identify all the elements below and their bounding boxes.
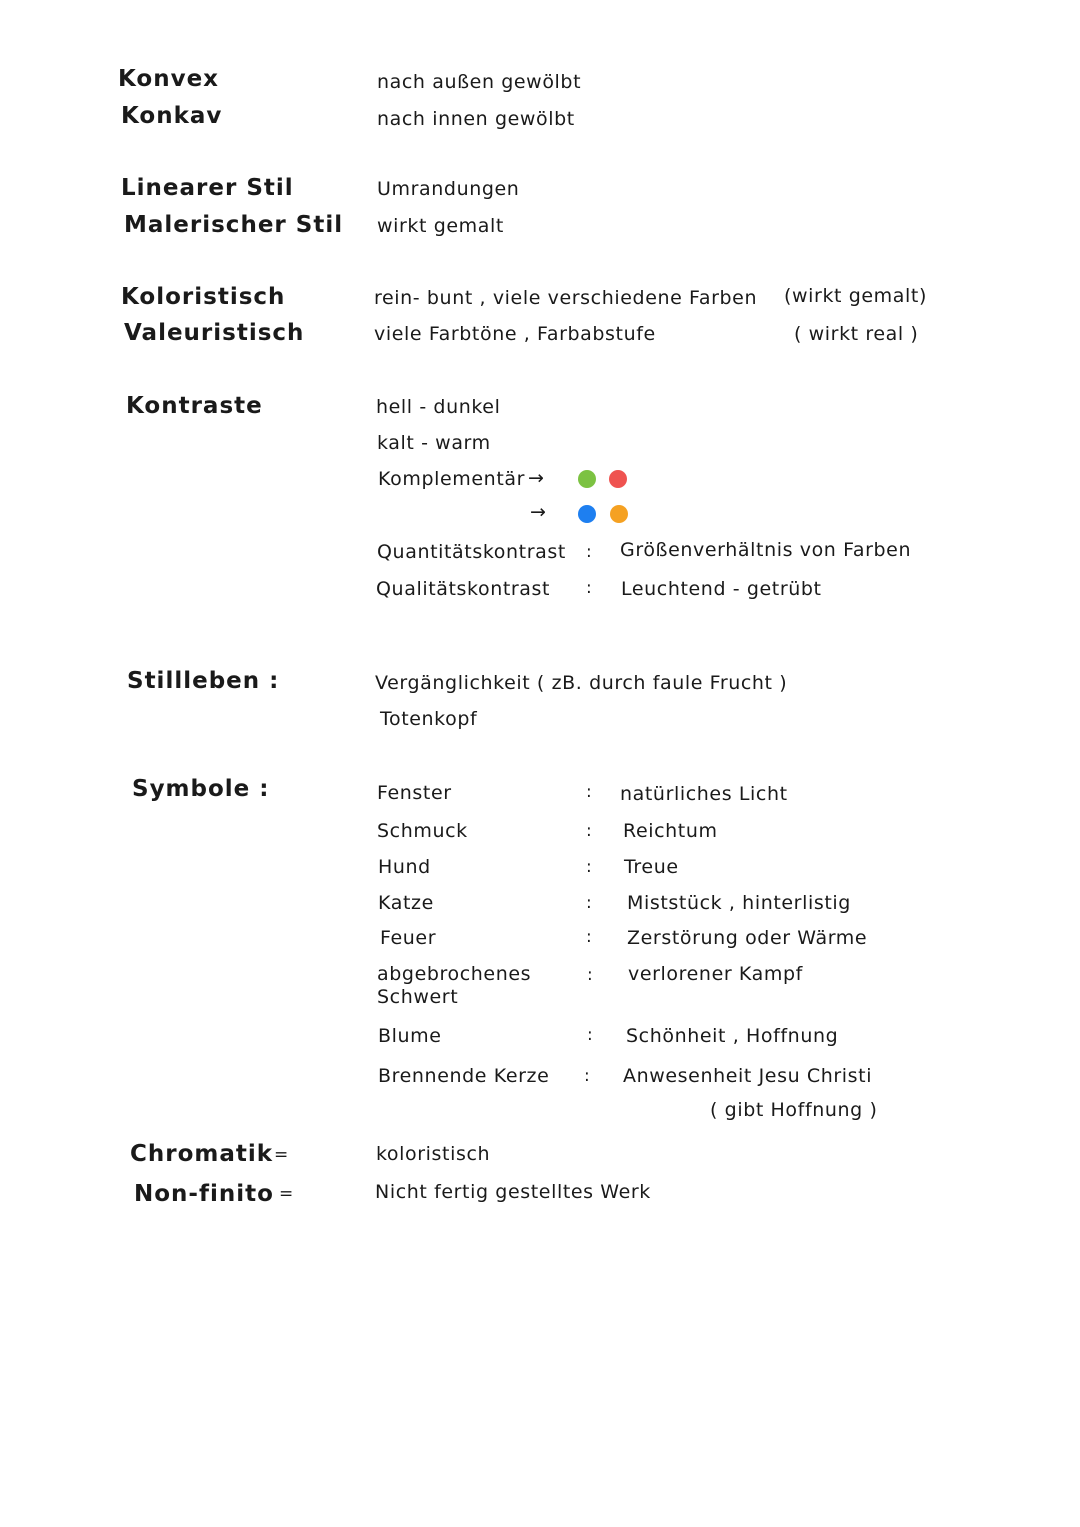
symbol-separator: : xyxy=(586,927,592,947)
symbol-label-blume: Blume xyxy=(378,1025,442,1047)
term-linearer-stil: Linearer Stil xyxy=(121,175,294,201)
def-malerischer-stil: wirkt gemalt xyxy=(377,215,504,237)
symbol-value-katze: Miststück , hinterlistig xyxy=(627,892,851,914)
orange-color-dot xyxy=(610,505,628,523)
note-valeuristisch: ( wirkt real ) xyxy=(794,323,919,345)
symbol-separator: : xyxy=(587,965,593,985)
def-chromatik: koloristisch xyxy=(376,1143,491,1165)
symbol-separator: : xyxy=(586,782,592,802)
symbol-value-blume: Schönheit , Hoffnung xyxy=(626,1025,839,1047)
quantitaetskontrast-value: Größenverhältnis von Farben xyxy=(620,539,912,561)
symbol-label-feuer: Feuer xyxy=(380,927,437,949)
term-chromatik: Chromatik xyxy=(130,1141,274,1167)
symbol-value-feuer: Zerstörung oder Wärme xyxy=(627,927,868,949)
term-non-finito: Non-finito xyxy=(134,1181,274,1207)
green-color-dot xyxy=(578,470,596,488)
def-valeuristisch: viele Farbtöne , Farbabstufe xyxy=(374,323,656,345)
symbol-label-fenster: Fenster xyxy=(377,782,452,804)
term-kontraste: Kontraste xyxy=(126,393,263,419)
symbol-separator: : xyxy=(586,893,592,913)
red-color-dot xyxy=(609,470,627,488)
symbol-label-kerze: Brennende Kerze xyxy=(378,1065,550,1087)
kontrast-item-komplementaer: Komplementär xyxy=(378,468,526,490)
symbol-label-hund: Hund xyxy=(378,856,431,878)
def-non-finito: Nicht fertig gestelltes Werk xyxy=(375,1181,651,1203)
chromatik-equals: = xyxy=(274,1145,289,1165)
term-malerischer-stil: Malerischer Stil xyxy=(124,212,344,238)
term-symbole: Symbole : xyxy=(132,776,270,802)
note-koloristisch: (wirkt gemalt) xyxy=(784,285,927,307)
kontrast-item-hell-dunkel: hell - dunkel xyxy=(376,396,501,418)
symbol-value-kerze-note: ( gibt Hoffnung ) xyxy=(710,1099,878,1121)
kontrast-item-kalt-warm: kalt - warm xyxy=(377,432,491,454)
symbol-separator: : xyxy=(587,1025,593,1045)
symbol-value-fenster: natürliches Licht xyxy=(620,783,788,805)
def-linearer-stil: Umrandungen xyxy=(377,178,520,200)
symbol-label-abgebrochenes: abgebrochenes xyxy=(377,963,532,985)
stillleben-line-2: Totenkopf xyxy=(380,708,478,730)
term-stillleben: Stillleben : xyxy=(127,668,280,694)
stillleben-line-1: Vergänglichkeit ( zB. durch faule Frucht ) xyxy=(375,672,788,694)
non-finito-equals: = xyxy=(279,1184,294,1204)
def-konvex: nach außen gewölbt xyxy=(377,71,582,93)
symbol-label-schwert: Schwert xyxy=(377,986,459,1008)
term-koloristisch: Koloristisch xyxy=(121,284,286,310)
symbol-value-hund: Treue xyxy=(624,856,679,878)
def-koloristisch: rein- bunt , viele verschiedene Farben xyxy=(374,287,758,309)
term-konvex: Konvex xyxy=(118,66,220,92)
symbol-value-schmuck: Reichtum xyxy=(623,820,718,842)
symbol-separator: : xyxy=(586,857,592,877)
symbol-separator: : xyxy=(586,821,592,841)
symbol-label-katze: Katze xyxy=(378,892,434,914)
quantitaetskontrast-label: Quantitätskontrast xyxy=(377,541,566,563)
arrow-icon: → xyxy=(530,501,547,523)
term-valeuristisch: Valeuristisch xyxy=(124,320,305,346)
qualitaetskontrast-value: Leuchtend - getrübt xyxy=(621,578,822,600)
term-konkav: Konkav xyxy=(121,103,223,129)
qualitaetskontrast-label: Qualitätskontrast xyxy=(376,578,551,600)
def-konkav: nach innen gewölbt xyxy=(377,108,575,130)
qualitaetskontrast-separator: : xyxy=(586,578,592,598)
symbol-value-schwert: verlorener Kampf xyxy=(628,963,803,985)
symbol-value-kerze: Anwesenheit Jesu Christi xyxy=(623,1065,873,1087)
quantitaetskontrast-separator: : xyxy=(586,542,592,562)
symbol-separator: : xyxy=(584,1066,590,1086)
arrow-icon: → xyxy=(528,467,545,489)
symbol-label-schmuck: Schmuck xyxy=(377,820,468,842)
blue-color-dot xyxy=(578,505,596,523)
